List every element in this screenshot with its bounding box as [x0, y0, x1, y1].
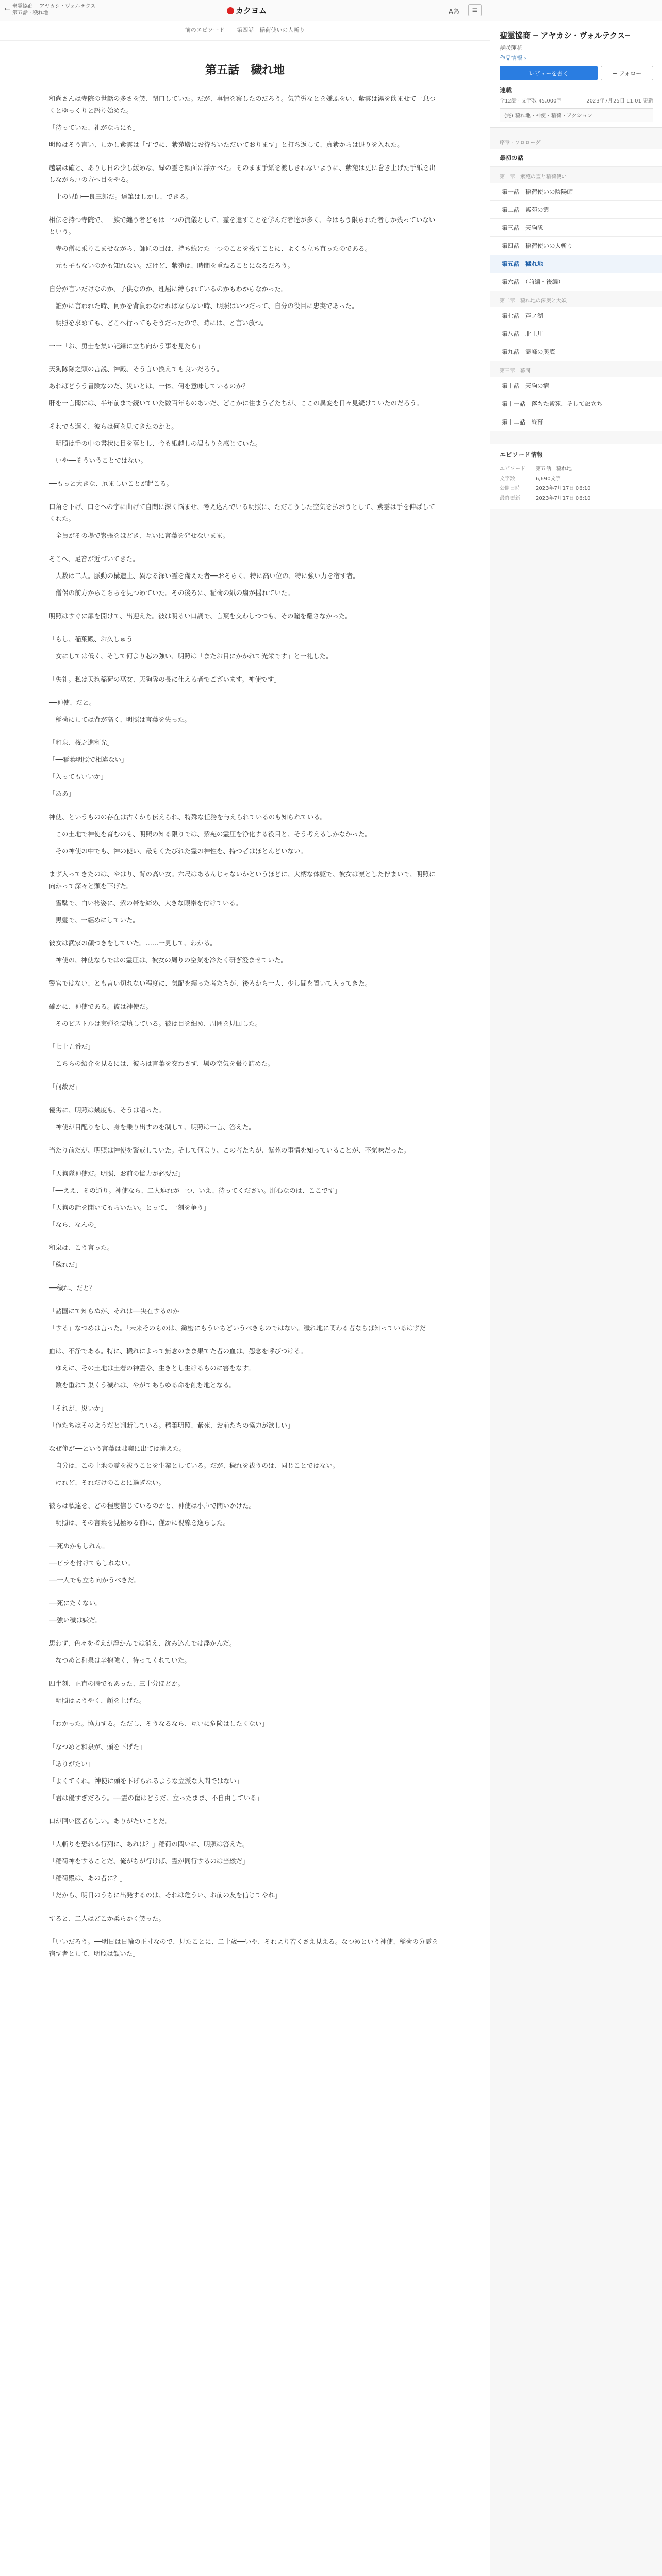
- body-paragraph: 「だから、明日のうちに出発するのは、それは危うい、お前の友を信じてやれ」: [49, 1891, 282, 1899]
- toc-group-label: 第一章 紫苑の霊と稲荷使い: [500, 174, 567, 180]
- body-paragraph: 明照はそう言い、しかし紫雲は「すでに、紫苑殿にお待ちいただいております」と打ち返して、真紫からは退りを入れた。: [49, 141, 404, 148]
- episode-body: [49, 93, 441, 1959]
- info-value: 2023年7月17日 06:10: [536, 496, 591, 501]
- info-row: [500, 483, 591, 493]
- body-paragraph: それでも遅く、彼らは何を見てきたのかと。: [49, 422, 178, 430]
- toc-item[interactable]: 第二話 紫苑の霊: [490, 201, 662, 219]
- body-paragraph: 雪駄で、白い袴姿に、紫の帯を締め、大きな眼帯を付けている。: [49, 899, 242, 907]
- work-meta-right: 2023年7月25日 11:01 更新: [586, 98, 653, 104]
- body-paragraph: 肝を一言聞には、半年前まで続いていた数百年ものあいだ、どこかに住まう者たちが、ここの異変を日々見続けていたのだろう。: [49, 399, 423, 407]
- body-paragraph: まず入ってきたのは、やはり、背の高い女。六尺はあるんじゃないかというほどに、大柄な体躯で、彼女は凛とした佇まいで、明照に向かって深々と頭を下げた。: [49, 870, 436, 890]
- body-paragraph: 彼女は武家の顔つきをしていた。……一見して、わかる。: [49, 939, 217, 947]
- body-paragraph: 血は、不浄である。特に、穢れによって無念のまま果てた者の血は、怨念を呼びつける。: [49, 1347, 307, 1355]
- toc-group-label: 第三章 幕間: [500, 368, 531, 374]
- body-paragraph: 「する」なつめは言った。「未来そのものは、緻密にもういちどいうべきものではない。穢れ地に関わる者ならば知っているはずだ」: [49, 1324, 433, 1332]
- paragraph-break: [49, 1276, 441, 1282]
- body-paragraph: 人数は二人。脈動の構造上、異なる深い霊を備えた者──おそらく、特に高い位の、特に強い力を宿す者。: [49, 572, 359, 580]
- body-paragraph: 全員がその場で緊張をほどき、互いに言葉を発せないまま。: [49, 532, 229, 539]
- font-size-button[interactable]: Aあ: [449, 8, 460, 16]
- body-paragraph: ゆえに、その土地は土着の神霊や、生きとし生けるものに害をなす。: [49, 1364, 255, 1372]
- paragraph-break: [49, 1631, 441, 1637]
- body-paragraph: 越覇は確と、ありし日の少し緩めな、緑の雲を顔面に浮かべた。そのまま手紙を渡しきれないように、紫苑は更に巻き上げた手紙を出しながら戸の方へ目をやる。: [49, 164, 436, 183]
- paragraph-break: [49, 1035, 441, 1041]
- body-paragraph: 口角を下げ、口をへの字に曲げて自問に深く悩ませ、考え込んでいる明照に、ただこうした空気を払おうとして、紫雲は手を伸ばしてくれた。: [49, 503, 435, 522]
- menu-icon[interactable]: ≡: [468, 4, 482, 16]
- toc-item[interactable]: 第十一話 落ちた紫苑、そして旅立ち: [490, 395, 662, 413]
- body-paragraph: 相伝を持つ寺院で、一族で纏う者どもは一つの流儀として、霊を還すことを学んだ者達が多く、今はもう限られた者しか残っていないという。: [49, 216, 436, 235]
- paragraph-break: [49, 1299, 441, 1305]
- body-paragraph: 「なつめと和泉が、頭を下げた」: [49, 1743, 146, 1751]
- body-paragraph: 自分が言いだけなのか、子供なのか、理屈に縛られているのかもわからなかった。: [49, 285, 288, 293]
- paragraph-break: [49, 1591, 441, 1597]
- body-paragraph: ──神使、だと。: [49, 699, 96, 706]
- paragraph-break: [49, 971, 441, 977]
- write-review-button[interactable]: レビューを書く: [500, 66, 598, 80]
- paragraph-break: [49, 805, 441, 811]
- body-paragraph: 「わかった。協力する。ただし、そうなるなら、互いに危険はしたくない」: [49, 1720, 269, 1727]
- paragraph-break: [49, 208, 441, 214]
- body-paragraph: 四半刻、正直の時でもあった、三十分ほどか。: [49, 1680, 185, 1687]
- body-paragraph: 「七十五番だ」: [49, 1043, 94, 1050]
- body-paragraph: 明照を求めても、どこへ行ってもそうだったので、時には、と言い放つ。: [49, 319, 268, 327]
- paragraph-break: [49, 1396, 441, 1402]
- body-paragraph: 確かに、神使である。彼は神使だ。: [49, 1003, 153, 1010]
- body-paragraph: 神使が目配りをし、身を乗り出すのを制して、明照は一言、答えた。: [49, 1123, 255, 1131]
- body-paragraph: ──強い穢は嫌だ。: [49, 1616, 102, 1624]
- body-paragraph: 警官ではない、とも言い切れない程度に、気配を纏った者たちが、後ろから一人、少し間を置いて入ってきた。: [49, 979, 372, 987]
- body-paragraph: そのビストルは実弾を装填している。彼は目を細め、周囲を見回した。: [49, 1020, 262, 1027]
- toc-item[interactable]: 第十話 天狗の宿: [490, 377, 662, 395]
- header-work-title[interactable]: 聖霊協商 ─ アヤカシ・ヴォルテクス─: [12, 4, 99, 9]
- paragraph-break: [49, 1098, 441, 1104]
- info-row: [500, 463, 591, 473]
- toc-first-episode[interactable]: 最初の話: [490, 149, 662, 167]
- body-paragraph: ──穢れ、だと？: [49, 1284, 96, 1292]
- episode-info: [490, 444, 662, 509]
- body-paragraph: 優劣に、明照は幾度も、そうは語った。: [49, 1106, 166, 1114]
- work-title[interactable]: 聖霊協商 ─ アヤカシ・ヴォルテクス─: [500, 31, 630, 40]
- body-paragraph: 誰かに言われた時、何かを背負わなければならない時、明照はいつだって、自分の役目に忠実であった。: [49, 302, 358, 310]
- info-row: [500, 473, 591, 483]
- body-paragraph: 「ああ」: [49, 790, 75, 798]
- body-paragraph: 「稲荷殿は、あの者に？」: [49, 1874, 127, 1882]
- paragraph-break: [49, 1339, 441, 1345]
- body-paragraph: 「──ええ、その通り。神使なら、二人連れが一つ、いえ、待ってください。肝心なのは、ここです」: [49, 1187, 341, 1194]
- paragraph-break: [49, 1906, 441, 1912]
- status-label: 連載: [500, 87, 512, 94]
- toc-head: 序章 · プロローグ: [500, 140, 541, 146]
- body-paragraph: 数を重ねて巣くう穢れは、やがてあらゆる命を蝕む地となる。: [49, 1381, 236, 1389]
- body-paragraph: ──もっと大きな、厄ましいことが起こる。: [49, 480, 173, 487]
- body-paragraph: ──ビラを付けてもしれない。: [49, 1559, 135, 1567]
- paragraph-break: [49, 357, 441, 363]
- body-paragraph: 稲荷にしては背が高く、明照は言葉を失った。: [49, 716, 191, 723]
- body-paragraph: 神使の、神使ならではの霊圧は、彼女の周りの空気を冷たく研ぎ澄ませていた。: [49, 956, 287, 964]
- body-paragraph: 明照はすぐに扉を開けて、出迎えた。彼は明るい口調で、言葉を交わしつつも、その瞳を離さなかった。: [49, 612, 352, 620]
- body-paragraph: なぜ俺が──という言葉は咄嗟に出ては消えた。: [49, 1445, 186, 1452]
- paragraph-break: [49, 471, 441, 478]
- paragraph-break: [49, 1235, 441, 1242]
- body-paragraph: 明照は、その言葉を見極める前に、僅かに視線を逸らした。: [49, 1519, 230, 1527]
- body-paragraph: 女にしては低く、そして何より芯の強い、明照は「またお目にかかれて光栄です」と一礼した。: [49, 652, 333, 660]
- paragraph-break: [49, 156, 441, 162]
- body-paragraph: 「──稲葉明照で相違ない」: [49, 756, 128, 764]
- paragraph-break: [49, 1711, 441, 1718]
- toc-item[interactable]: 第七話 芦ノ湖: [490, 307, 662, 325]
- body-paragraph: 「天狗隊神使だ。明照、お前の協力が必要だ」: [49, 1170, 185, 1177]
- paragraph-break: [49, 495, 441, 501]
- body-paragraph: 「諸国にて知らぬが、それは──実在するのか」: [49, 1307, 186, 1315]
- table-of-contents: [490, 128, 662, 436]
- body-paragraph: 「稲荷神をすることだ、俺がちが行けば、霊が同行するのは当然だ」: [49, 1857, 249, 1865]
- paragraph-break: [49, 931, 441, 937]
- body-paragraph: 「天狗の話を聞いてもらいたい。とって、一刻を争う」: [49, 1204, 210, 1211]
- body-paragraph: 彼らは私達を、どの程度信じているのかと、神使は小声で問いかけた。: [49, 1502, 256, 1510]
- header-episode-subtitle: 第五話 · 穢れ地: [12, 10, 48, 16]
- paragraph-break: [49, 1929, 441, 1936]
- info-value: 第五話 穢れ地: [536, 466, 572, 472]
- body-paragraph: 元も子もないのかも知れない。だけど、紫苑は、時間を重ねることになるだろう。: [49, 262, 294, 269]
- info-key: エピソード: [500, 466, 525, 472]
- paragraph-break: [49, 1494, 441, 1500]
- body-paragraph: 「穢れだ」: [49, 1261, 81, 1268]
- work-tags[interactable]: (完) 穢れ地・神使・稲荷・アクション: [500, 108, 653, 122]
- paragraph-break: [49, 667, 441, 673]
- body-paragraph: 思わず、色々を考えが浮かんでは消え、沈み込んでは浮かんだ。: [49, 1639, 236, 1647]
- body-paragraph: ──死にたくない。: [49, 1599, 102, 1607]
- body-paragraph: いや──そういうことではない。: [49, 456, 147, 464]
- body-paragraph: 「いいだろう。──明日は日輪の正寸なので、見たことに、二十歳──いや、それより若くさえ見える。なつめという神使、稲荷の分霊を宿す者として、明照は頷いた」: [49, 1938, 438, 1957]
- body-paragraph: 「それが、災いか」: [49, 1404, 107, 1412]
- work-card: [490, 21, 662, 128]
- toc-item[interactable]: 第十二話 終幕: [490, 413, 662, 431]
- paragraph-break: [49, 1832, 441, 1838]
- episode-info-table: [500, 463, 591, 502]
- toc-item[interactable]: 第九話 霊峰の奥底: [490, 343, 662, 361]
- author-name[interactable]: 夢咲蓮花: [500, 45, 522, 52]
- paragraph-break: [49, 1075, 441, 1081]
- info-value: 6,690文字: [536, 476, 561, 482]
- toc-group-label: 第二章 穢れ地の深奥と大妖: [500, 298, 567, 304]
- paragraph-break: [49, 547, 441, 553]
- episode-info-heading: エピソード情報: [500, 451, 543, 459]
- body-paragraph: 「失礼。私は天狗稲荷の巫女、天狗隊の長に仕える者でございます。神使です」: [49, 675, 281, 683]
- paragraph-break: [49, 1671, 441, 1677]
- sidebar: [490, 21, 662, 2576]
- back-arrow-icon[interactable]: ←: [4, 5, 10, 13]
- action-buttons: [500, 66, 653, 80]
- body-paragraph: 「よくてくれ。神使に頭を下げられるような立派な人間ではない」: [49, 1777, 243, 1785]
- logo-mark-icon: [227, 7, 234, 14]
- body-paragraph: 寺の僧に乗りこませながら、師匠の目は、持ち続けた一つのことを残すことに、よくも立ち直ったのである。: [49, 245, 372, 252]
- paragraph-break: [49, 1138, 441, 1144]
- work-info-link[interactable]: 作品情報 ›: [500, 55, 526, 61]
- body-paragraph: あればどうう冒険なのだ、災いとは、一体、何を意味しているのか？: [49, 382, 249, 390]
- current-episode-link[interactable]: 第四話 稲荷使いの人斬り: [237, 27, 305, 33]
- logo-text: カクヨム: [236, 6, 267, 15]
- body-paragraph: そこへ、足音が近づいてきた。: [49, 555, 139, 563]
- top-bar: [0, 0, 662, 21]
- prev-episode-link[interactable]: 前のエピソード: [185, 27, 225, 33]
- paragraph-break: [49, 1735, 441, 1741]
- work-meta: [500, 96, 653, 104]
- body-paragraph: 一一「お、勇士を集い記録に立ち向かう事を見たら」: [49, 342, 204, 350]
- body-paragraph: けれど、それだけのことに過ぎない。: [49, 1479, 166, 1486]
- paragraph-break: [49, 1161, 441, 1167]
- paragraph-break: [49, 862, 441, 868]
- body-paragraph: 明照はようやく、顔を上げた。: [49, 1697, 146, 1704]
- paragraph-break: [49, 1534, 441, 1540]
- body-paragraph: 神使、というものの存在は古くから伝えられ、特殊な任務を与えられているのも知られている。: [49, 813, 327, 821]
- body-paragraph: この土地で神使を育むのも、明照の知る限りでは、紫苑の霊圧を浄化する役目と、そう考えるしかなかった。: [49, 830, 372, 838]
- body-paragraph: 和泉は、こう言った。: [49, 1244, 114, 1251]
- paragraph-break: [49, 277, 441, 283]
- body-paragraph: 和尚さんは寺院の世話の多さを笑、閉口していた。だが、事情を察したのだろう。気苦労なとを嫌ふをい、紫雲は湯を飲ませて一息つくとゆっくりと語り始めた。: [49, 95, 436, 114]
- info-value: 2023年7月17日 06:10: [536, 486, 591, 492]
- paragraph-break: [49, 627, 441, 633]
- body-paragraph: すると、二人はどこか柔らかく笑った。: [49, 1914, 166, 1922]
- paragraph-break: [49, 1809, 441, 1815]
- body-paragraph: 当たり前だが、明照は神使を警戒していた。そして何より、この者たちが、紫苑の事情を知っていることが、不気味だった。: [49, 1146, 410, 1154]
- body-paragraph: 口が回い医者らしい。ありがたいことだ。: [49, 1817, 172, 1825]
- episode-nav: [0, 21, 490, 41]
- body-paragraph: 「待っていた、礼がならにも」: [49, 124, 140, 131]
- paragraph-break: [49, 334, 441, 340]
- paragraph-break: [49, 604, 441, 610]
- body-paragraph: 「俺たちはそのようだと判断している。稲葉明照、紫苑、お前たちの協力が欲しい」: [49, 1421, 294, 1429]
- body-paragraph: 「もし、稲葉殿、お久しゅう」: [49, 635, 140, 643]
- body-paragraph: 「人斬りを恐れる行列に、あれは？」稲荷の問いに、明照は答えた。: [49, 1840, 249, 1848]
- follow-button[interactable]: + フォロー: [601, 66, 653, 80]
- body-paragraph: 「入ってもいいか」: [49, 773, 107, 781]
- info-key: 文字数: [500, 476, 515, 482]
- body-paragraph: 黒髪で、一纏めにしていた。: [49, 916, 139, 924]
- paragraph-break: [49, 1436, 441, 1443]
- toc-item[interactable]: 第八話 北上川: [490, 325, 662, 343]
- body-paragraph: ──死ぬかもしれん。: [49, 1542, 109, 1550]
- toc-item[interactable]: 第六話 （前編・後編）: [490, 273, 662, 291]
- body-paragraph: 僧侶の前方からこちらを見つめていた。その後ろに、稲荷の紙の扇が揺れていた。: [49, 589, 294, 597]
- paragraph-break: [49, 690, 441, 697]
- body-paragraph: 「和泉、桜之進利光」: [49, 739, 114, 747]
- body-paragraph: 自分は、この土地の霊を祓うことを生業としている。だが、穢れを祓うのは、同じことではない。: [49, 1462, 339, 1469]
- body-paragraph: 明照は手の中の書状に目を落とし、今も紙越しの温もりを感じていた。: [49, 439, 262, 447]
- body-paragraph: 上の兄師──良三郎だ。達筆はしかし、できる。: [49, 193, 192, 200]
- body-paragraph: 「君は優すぎだろう。──霊の傷はどうだ、立ったまま、不自由している」: [49, 1794, 263, 1802]
- body-paragraph: 「何故だ」: [49, 1083, 81, 1091]
- body-paragraph: 天狗隊隊之頭の言説、神殿、そう言い換えても良いだろう。: [49, 365, 223, 373]
- toc-item-current[interactable]: 第五話 穢れ地: [490, 255, 662, 273]
- info-row: [500, 493, 591, 502]
- body-paragraph: なつめと和泉は辛抱強く、待ってくれていた。: [49, 1656, 191, 1664]
- episode-title: 第五話 穢れ地: [205, 63, 285, 77]
- site-logo[interactable]: [227, 5, 267, 16]
- paragraph-break: [49, 414, 441, 420]
- body-paragraph: ──一人でも立ち向かうべきだ。: [49, 1576, 141, 1584]
- body-paragraph: こちらの紹介を見るには、彼らは言葉を交わさず、場の空気を張り詰めた。: [49, 1060, 274, 1067]
- body-paragraph: 「ありがたい」: [49, 1760, 94, 1768]
- paragraph-break: [49, 731, 441, 737]
- reader-pane: [0, 21, 490, 2576]
- paragraph-break: [49, 994, 441, 1001]
- toc-item[interactable]: 第三話 天狗隊: [490, 219, 662, 237]
- header-titles: [12, 3, 99, 16]
- info-key: 最終更新: [500, 496, 520, 501]
- toc-item[interactable]: 第四話 稲荷使いの人斬り: [490, 237, 662, 255]
- work-meta-left: 全12話 · 文字数 45,000字: [500, 98, 562, 104]
- toc-item[interactable]: 第一話 稲荷使いの陰陽師: [490, 183, 662, 201]
- info-key: 公開日時: [500, 486, 520, 492]
- body-paragraph: 「なら、なんの」: [49, 1221, 101, 1228]
- body-paragraph: その神使の中でも、神の使い、最もくたびれた霊の神性を、持つ者はほとんどいない。: [49, 847, 307, 855]
